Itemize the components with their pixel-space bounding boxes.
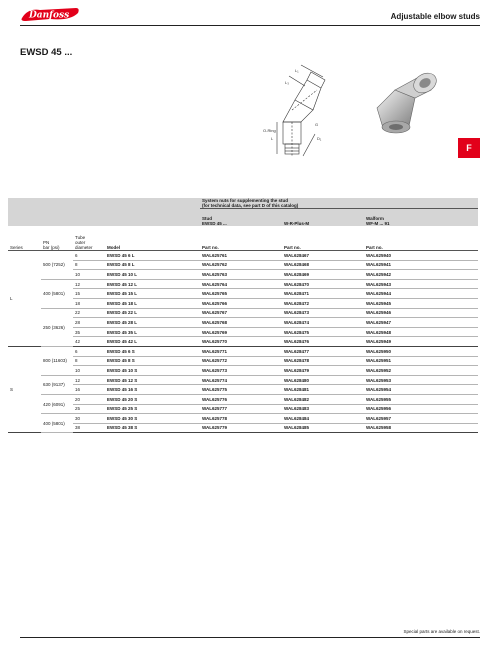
part-no-stud-cell: WAL625772: [200, 356, 282, 366]
model-cell: EWSD 45 16 S: [105, 385, 200, 395]
col-model: Model: [105, 226, 200, 251]
part-no-walform-cell: WAL625954: [364, 385, 478, 395]
stud-header: Stud EWSD 45 ...: [200, 209, 282, 227]
footnote: Special parts are available on request.: [403, 629, 480, 634]
part-no-stud-cell: WAL625761: [200, 251, 282, 261]
table-row: [8, 346, 478, 356]
part-no-walform-cell: WAL625942: [364, 270, 478, 280]
part-no-walform-cell: WAL625949: [364, 337, 478, 347]
part-no-wrplus-cell: WAL628474: [282, 318, 364, 328]
part-no-stud-cell: WAL625769: [200, 327, 282, 337]
part-no-wrplus-cell: WAL628468: [282, 260, 364, 270]
part-no-walform-cell: WAL625953: [364, 375, 478, 385]
diameter-cell: 12: [73, 375, 105, 385]
table-row: [8, 385, 478, 395]
diameter-cell: 15: [73, 289, 105, 299]
part-no-stud-cell: WAL625771: [200, 346, 282, 356]
col-series: Series: [8, 226, 41, 251]
model-cell: EWSD 45 10 L: [105, 270, 200, 280]
diameter-cell: 22: [73, 308, 105, 318]
diameter-cell: 12: [73, 279, 105, 289]
table-row: [8, 394, 478, 404]
table-row: [8, 298, 478, 308]
model-cell: EWSD 45 8 L: [105, 260, 200, 270]
col-tube-diameter: Tube outer diameter: [73, 226, 105, 251]
diameter-cell: 28: [73, 318, 105, 328]
pn-cell: 630 (9137): [41, 375, 73, 394]
product-photo: [365, 68, 450, 138]
part-no-stud-cell: WAL625766: [200, 298, 282, 308]
col-pn: PN bar (psi): [41, 226, 73, 251]
part-no-stud-cell: WAL625762: [200, 260, 282, 270]
part-no-wrplus-cell: WAL628485: [282, 423, 364, 433]
part-no-stud-cell: WAL625773: [200, 366, 282, 376]
part-no-wrplus-cell: WAL628470: [282, 279, 364, 289]
part-no-wrplus-cell: WAL628479: [282, 366, 364, 376]
part-no-stud-cell: WAL625770: [200, 337, 282, 347]
part-no-walform-cell: WAL625947: [364, 318, 478, 328]
part-no-walform-cell: WAL625952: [364, 366, 478, 376]
part-no-wrplus-cell: WAL628469: [282, 270, 364, 280]
model-cell: EWSD 45 12 S: [105, 375, 200, 385]
col-part-no-wrplus: Part no.: [282, 226, 364, 251]
part-no-walform-cell: WAL625956: [364, 404, 478, 414]
part-no-walform-cell: WAL625941: [364, 260, 478, 270]
diameter-cell: 6: [73, 346, 105, 356]
parts-table: [8, 198, 478, 433]
part-no-stud-cell: WAL625775: [200, 385, 282, 395]
part-no-walform-cell: WAL625951: [364, 356, 478, 366]
part-no-stud-cell: WAL625778: [200, 414, 282, 424]
pn-cell: 250 (3626): [41, 308, 73, 346]
model-cell: EWSD 45 8 S: [105, 356, 200, 366]
model-cell: EWSD 45 12 L: [105, 279, 200, 289]
model-cell: EWSD 45 42 L: [105, 337, 200, 347]
page-title: Adjustable elbow studs: [390, 12, 480, 21]
danfoss-logo: [20, 4, 82, 24]
table-row: [8, 318, 478, 328]
col-part-no-walform: Part no.: [364, 226, 478, 251]
part-no-stud-cell: WAL625779: [200, 423, 282, 433]
diameter-cell: 6: [73, 251, 105, 261]
model-cell: EWSD 45 18 L: [105, 298, 200, 308]
part-no-stud-cell: WAL625765: [200, 289, 282, 299]
table-row: [8, 404, 478, 414]
diameter-cell: 10: [73, 270, 105, 280]
header-divider: [20, 25, 480, 26]
table-row: [8, 423, 478, 433]
dim-label-l1: L₁: [295, 68, 299, 73]
part-no-walform-cell: WAL625957: [364, 414, 478, 424]
part-no-wrplus-cell: WAL628475: [282, 327, 364, 337]
table-row: [8, 289, 478, 299]
model-cell: EWSD 45 10 S: [105, 366, 200, 376]
part-no-wrplus-cell: WAL628473: [282, 308, 364, 318]
technical-drawing: [255, 60, 355, 160]
part-no-wrplus-cell: WAL628476: [282, 337, 364, 347]
part-no-wrplus-cell: WAL628467: [282, 251, 364, 261]
diameter-cell: 8: [73, 260, 105, 270]
diameter-cell: 20: [73, 394, 105, 404]
system-nuts-header: System nuts for supplementing the stud (for technical data, see part D of this catalog): [200, 198, 478, 209]
diameter-cell: 25: [73, 404, 105, 414]
part-no-wrplus-cell: WAL628480: [282, 375, 364, 385]
dim-label-d1: D₁: [317, 136, 322, 141]
part-no-walform-cell: WAL625948: [364, 327, 478, 337]
table-row: [8, 279, 478, 289]
part-no-walform-cell: WAL625940: [364, 251, 478, 261]
dim-label-l: L: [271, 136, 274, 141]
model-cell: EWSD 45 28 L: [105, 318, 200, 328]
part-no-walform-cell: WAL625958: [364, 423, 478, 433]
model-cell: EWSD 45 30 S: [105, 414, 200, 424]
part-no-stud-cell: WAL625776: [200, 394, 282, 404]
pn-cell: 400 (5801): [41, 414, 73, 433]
part-no-stud-cell: WAL625764: [200, 279, 282, 289]
pn-cell: 420 (6091): [41, 394, 73, 413]
part-no-walform-cell: WAL625946: [364, 308, 478, 318]
part-no-stud-cell: WAL625767: [200, 308, 282, 318]
table-row: [8, 414, 478, 424]
part-no-walform-cell: WAL625955: [364, 394, 478, 404]
series-cell: L: [8, 251, 41, 347]
part-no-wrplus-cell: WAL628482: [282, 394, 364, 404]
part-no-wrplus-cell: WAL628472: [282, 298, 364, 308]
part-no-stud-cell: WAL625768: [200, 318, 282, 328]
part-no-walform-cell: WAL625943: [364, 279, 478, 289]
table-row: [8, 251, 478, 261]
part-no-wrplus-cell: WAL628478: [282, 356, 364, 366]
logo-wordmark: Danfoss: [29, 10, 70, 21]
section-tab: F: [458, 138, 480, 158]
part-no-wrplus-cell: WAL628471: [282, 289, 364, 299]
column-header-row: [8, 226, 478, 251]
col-part-no-stud: Part no.: [200, 226, 282, 251]
dim-label-g: G: [315, 122, 319, 127]
part-no-wrplus-cell: WAL628477: [282, 346, 364, 356]
table-row: [8, 375, 478, 385]
part-no-stud-cell: WAL625774: [200, 375, 282, 385]
diameter-cell: 8: [73, 356, 105, 366]
wrplus-header: W-R-Plus-M: [282, 209, 364, 227]
dim-label-l3: L₃: [285, 80, 289, 85]
diameter-cell: 16: [73, 385, 105, 395]
model-cell: EWSD 45 25 S: [105, 404, 200, 414]
pn-cell: 500 (7252): [41, 251, 73, 280]
model-cell: EWSD 45 38 S: [105, 423, 200, 433]
table-row: [8, 260, 478, 270]
footer-divider: [20, 637, 480, 638]
oring-label: O-Ring: [263, 128, 276, 133]
model-cell: EWSD 45 6 L: [105, 251, 200, 261]
part-no-stud-cell: WAL625763: [200, 270, 282, 280]
model-cell: EWSD 45 15 L: [105, 289, 200, 299]
part-no-walform-cell: WAL625944: [364, 289, 478, 299]
part-no-stud-cell: WAL625777: [200, 404, 282, 414]
diameter-cell: 18: [73, 298, 105, 308]
part-no-wrplus-cell: WAL628484: [282, 414, 364, 424]
model-cell: EWSD 45 6 S: [105, 346, 200, 356]
model-cell: EWSD 45 20 S: [105, 394, 200, 404]
diameter-cell: 35: [73, 327, 105, 337]
diameter-cell: 10: [73, 366, 105, 376]
table-row: [8, 337, 478, 347]
table-row: [8, 366, 478, 376]
pn-cell: 400 (5801): [41, 279, 73, 308]
table-row: [8, 327, 478, 337]
diameter-cell: 30: [73, 414, 105, 424]
model-cell: EWSD 45 35 L: [105, 327, 200, 337]
table-body: [8, 251, 478, 433]
part-no-walform-cell: WAL625950: [364, 346, 478, 356]
diameter-cell: 38: [73, 423, 105, 433]
product-title: EWSD 45 ...: [20, 47, 73, 58]
parts-table-container: [8, 198, 478, 433]
pn-cell: 800 (11603): [41, 346, 73, 375]
header-sub-row: [8, 209, 478, 227]
table-row: [8, 270, 478, 280]
part-no-walform-cell: WAL625945: [364, 298, 478, 308]
diameter-cell: 42: [73, 337, 105, 347]
series-cell: S: [8, 346, 41, 432]
header-group-row: [8, 198, 478, 209]
part-no-wrplus-cell: WAL628483: [282, 404, 364, 414]
table-row: [8, 308, 478, 318]
model-cell: EWSD 45 22 L: [105, 308, 200, 318]
walform-header: Walform WF-M ... 91: [364, 209, 478, 227]
part-no-wrplus-cell: WAL628481: [282, 385, 364, 395]
table-row: [8, 356, 478, 366]
